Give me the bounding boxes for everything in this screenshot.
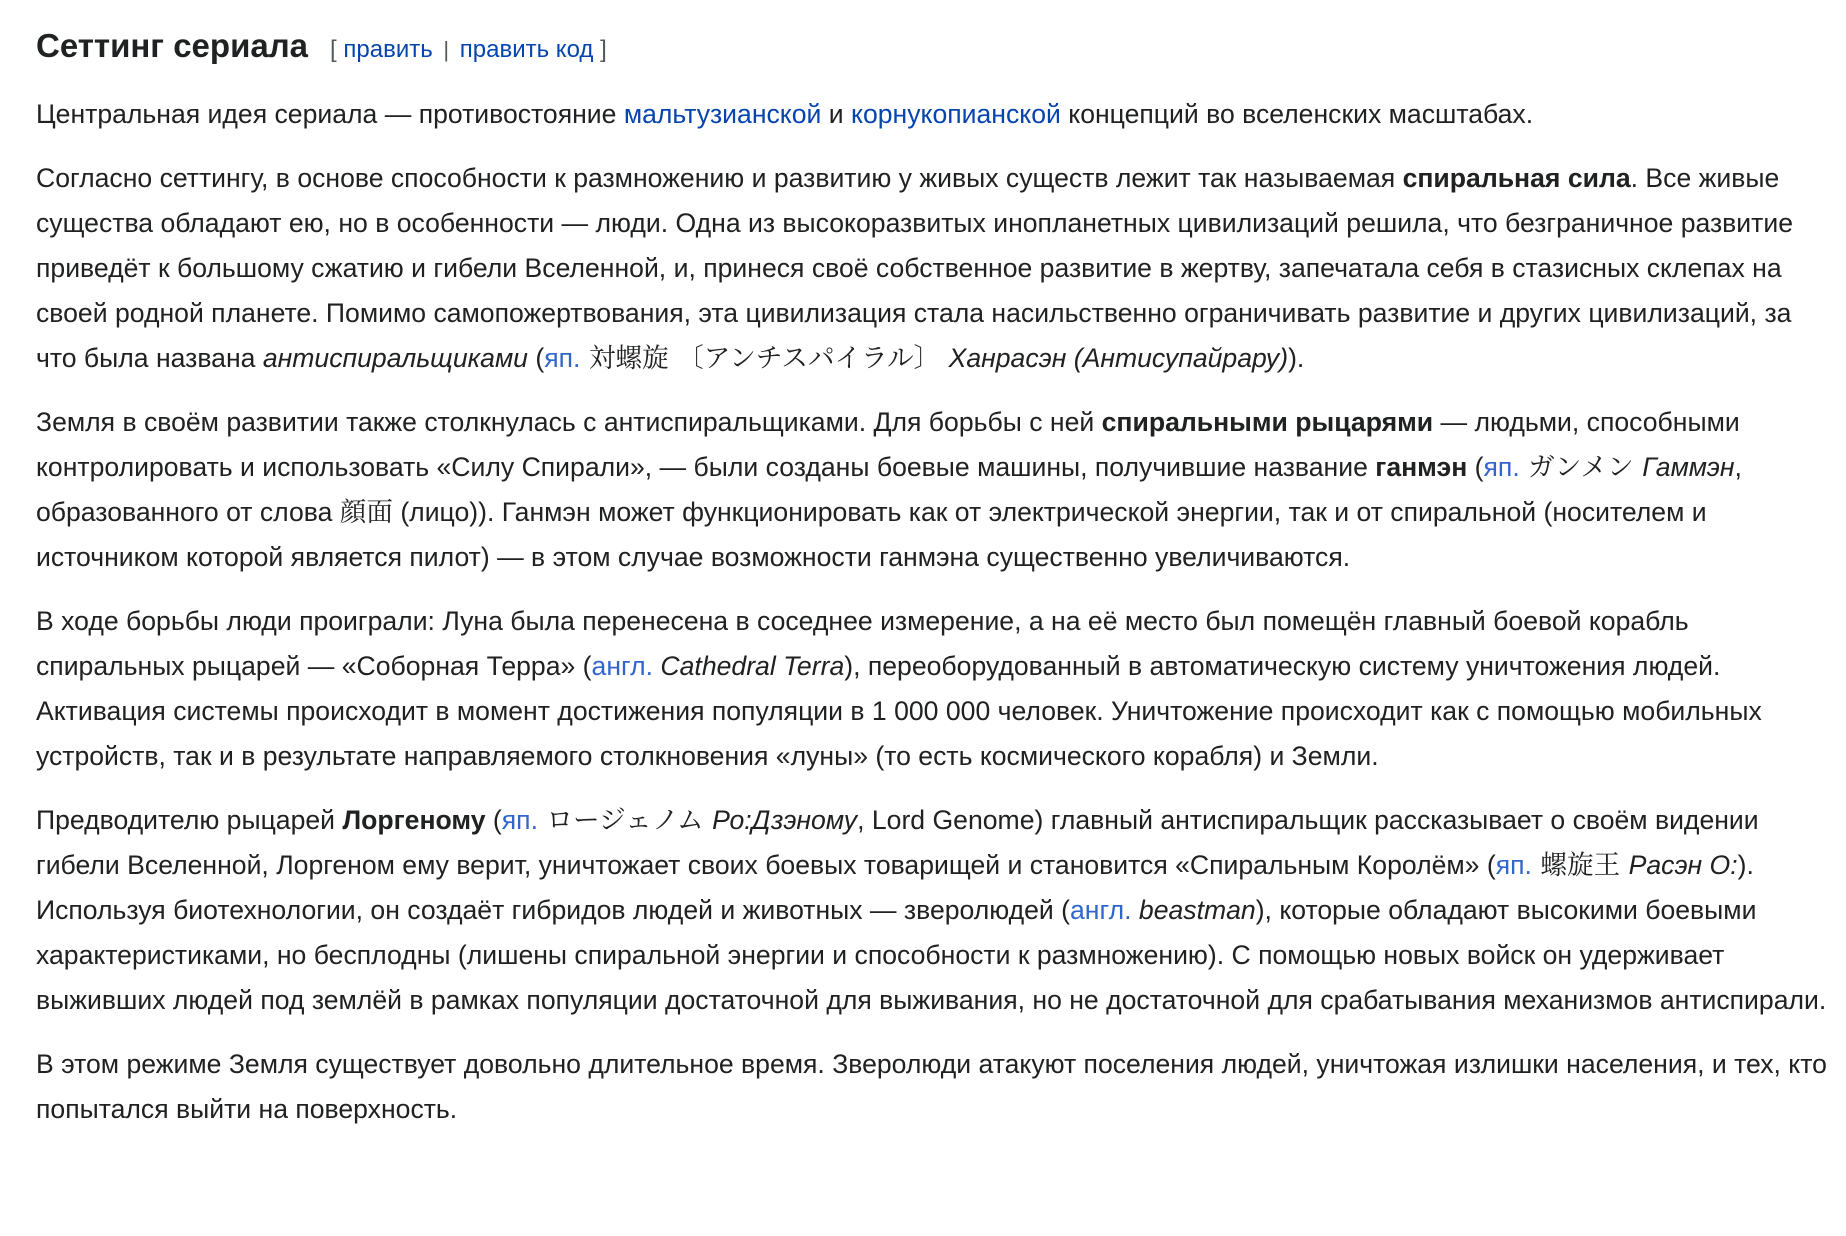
cornucopian-link[interactable]: корнукопианской	[851, 99, 1061, 129]
text: и	[821, 99, 852, 129]
text: (	[1467, 452, 1484, 482]
section-title: Сеттинг сериала	[36, 27, 309, 64]
text: — людьми, способными контролировать и использовать «Силу Спирали», — были созданы боевые машины, получившие название	[36, 407, 1740, 482]
text: (	[485, 805, 502, 835]
text: ), которые обладают высокими боевыми характеристиками, но бесплодны (лишены спиральной энергии и способности к размножению). С помощью новых войск он удерживает выживших людей под землёй в рамках популяции достаточной для выживания, но не достаточной для срабатывания механизмов антиспирали.	[36, 895, 1827, 1015]
text: Предводителю рыцарей	[36, 805, 343, 835]
romanization: Ханрасэн (Антисупайрару)	[948, 343, 1289, 373]
paragraph-1	[36, 92, 1836, 137]
japanese-text: ガンメン	[1519, 452, 1643, 483]
japanese-text: ロージェノム	[537, 805, 713, 836]
paragraph-2	[36, 156, 1836, 381]
article-section	[36, 20, 1836, 1151]
text: ). Используя биотехнологии, он создаёт гибридов людей и животных — зверолюдей (	[36, 850, 1754, 925]
text: . Все живые существа обладают ею, но в особенности — люди. Одна из высокоразвитых инопланетных цивилизаций решила, что безграничное развитие приведёт к большому сжатию и гибели Вселенной, и, принеся своё собственное развитие в жертву, запечатала себя в стазисных склепах на своей родной планете. Помимо самопожертвования, эта цивилизация стала насильственно ограничивать развитие и других цивилизаций, за что была названа	[36, 163, 1793, 373]
section-heading	[36, 20, 1836, 76]
romanization: Ро:Дзэному	[712, 805, 858, 835]
paragraph-3	[36, 400, 1836, 580]
text: концепций во вселенских масштабах.	[1060, 99, 1534, 129]
edit-link[interactable]: править	[343, 36, 433, 63]
malthusian-link[interactable]: мальтузианской	[623, 99, 822, 129]
lang-link-english[interactable]: англ.	[591, 651, 654, 681]
lang-link-english[interactable]: англ.	[1070, 895, 1132, 925]
text: В этом режиме Земля существует довольно длительное время. Зверолюди атакуют поселения людей, уничтожая излишки населения, и тех, кто попытался выйти на поверхность.	[36, 1049, 1827, 1124]
italic-term: антиспиральщиками	[262, 343, 528, 373]
text: Центральная идея сериала — противостояние	[36, 99, 624, 129]
bracket-close: ]	[600, 36, 607, 63]
lang-link-japanese[interactable]: яп.	[544, 343, 581, 373]
text: (	[527, 343, 545, 373]
lang-link-japanese[interactable]: яп.	[1483, 452, 1520, 482]
edit-section-links	[330, 36, 607, 63]
text: Земля в своём развитии также столкнулась с антиспиральщиками. Для борьбы с ней	[36, 407, 1102, 437]
japanese-text: 螺旋王	[1531, 850, 1629, 881]
japanese-text: 顔面	[339, 497, 393, 528]
lang-link-japanese[interactable]: яп.	[501, 805, 538, 835]
paragraph-6	[36, 1042, 1836, 1132]
text: , образованного от слова	[36, 452, 1742, 527]
bold-term: Лоргеному	[342, 805, 486, 835]
text: ), переоборудованный в автоматическую систему уничтожения людей. Активация системы происходит в момент достижения популяции в 1 000 000 человек. Уничтожение происходит как с помощью мобильных устройств, так и в результате направляемого столкновения «луны» (то есть космического корабля) и Земли.	[36, 651, 1762, 771]
edit-code-link[interactable]: править код	[459, 36, 594, 63]
paragraph-4	[36, 599, 1836, 779]
text: Согласно сеттингу, в основе способности к размножению и развитию у живых существ лежит так называемая	[36, 163, 1403, 193]
romanization: Расэн О:	[1628, 850, 1738, 880]
english-term: Cathedral Terra	[653, 651, 845, 681]
paragraph-5	[36, 798, 1836, 1023]
bold-term: спиральная сила	[1402, 163, 1631, 193]
romanization: Гаммэн	[1642, 452, 1735, 482]
text: ).	[1288, 343, 1305, 373]
edit-separator: |	[443, 37, 450, 62]
lang-link-japanese[interactable]: яп.	[1495, 850, 1532, 880]
text: , Lord Genome) главный антиспиральщик рассказывает о своём видении гибели Вселенной, Лоргеном ему верит, уничтожает своих боевых товарищей и становится «Спиральным Королём» (	[36, 805, 1759, 880]
text: В ходе борьбы люди проиграли: Луна была перенесена в соседнее измерение, а на её место был помещён главный боевой корабль спиральных рыцарей — «Соборная Терра» (	[36, 606, 1689, 681]
bold-term: спиральными рыцарями	[1101, 407, 1434, 437]
english-term: beastman	[1131, 895, 1256, 925]
bold-term: ганмэн	[1375, 452, 1468, 482]
text: (лицо)). Ганмэн может функционировать как от электрической энергии, так и от спиральной (носителем и источником которой является пилот) — в этом случае возможности ганмэна существенно увеличиваются.	[36, 497, 1707, 572]
bracket-open: [	[330, 36, 337, 63]
japanese-text: 対螺旋 〔アンチスパイラル〕	[580, 343, 949, 374]
